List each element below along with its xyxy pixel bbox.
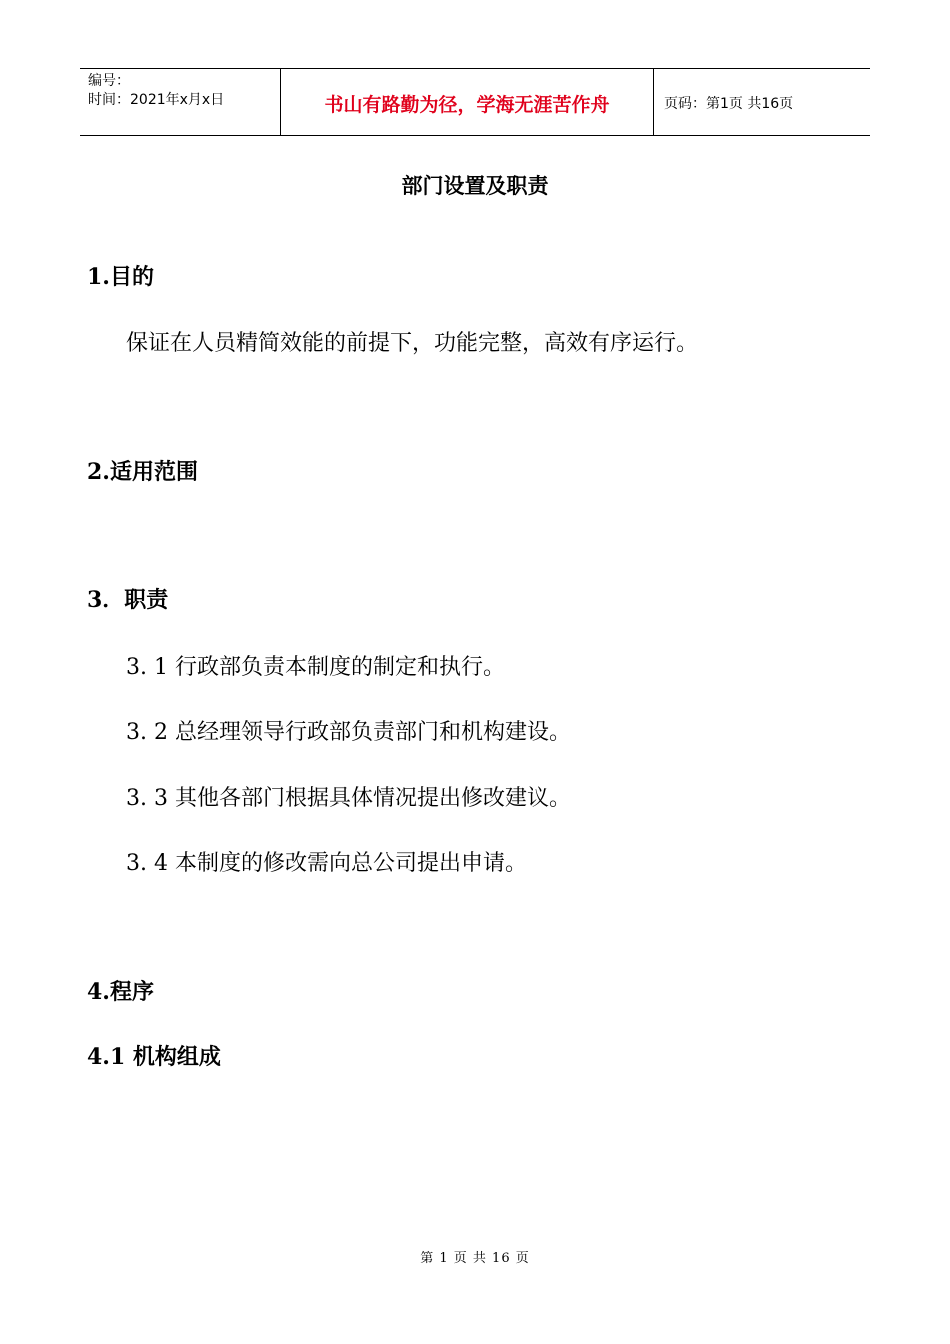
duty-item: 3. 3 其他各部门根据具体情况提出修改建议。 [126,786,571,811]
section-heading-duties: 3．职责 [87,587,169,613]
section-heading-organization: 4.1 机构组成 [87,1044,221,1070]
header-motto-cell [281,69,654,135]
section-heading-purpose: 1.目的 [87,264,154,290]
document-title: 部门设置及职责 [401,173,549,198]
section-heading-procedure: 4.程序 [87,979,154,1005]
section-heading-scope: 2.适用范围 [87,459,198,485]
header-page-info: 页码：第1页 共16页 [664,96,794,112]
document-number-label: 编号： [88,73,130,89]
document-time-label: 时间：2021年x月x日 [88,92,225,108]
duty-item: 3. 4 本制度的修改需向总公司提出申请。 [126,851,527,876]
purpose-paragraph: 保证在人员精简效能的前提下，功能完整，高效有序运行。 [126,331,699,356]
header-meta-cell [80,69,281,135]
duty-item: 3. 2 总经理领导行政部负责部门和机构建设。 [126,720,571,745]
header-table [80,68,870,136]
header-motto: 书山有路勤为径，学海无涯苦作舟 [324,94,610,116]
duty-item: 3. 1 行政部负责本制度的制定和执行。 [126,655,505,680]
page-footer: 第 1 页 共 16 页 [420,1251,530,1266]
header-page-cell [654,69,870,135]
